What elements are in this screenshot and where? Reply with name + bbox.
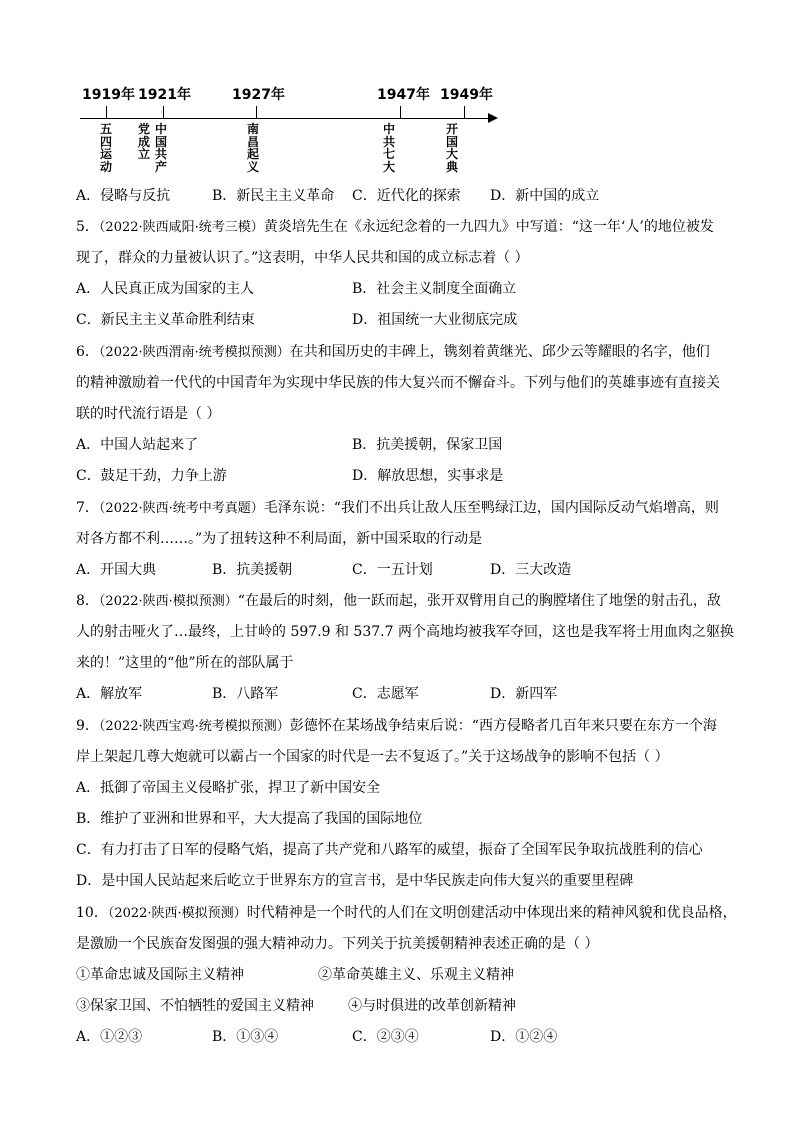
option-c: C．一五计划 — [352, 562, 433, 578]
timeline-tick — [106, 106, 107, 118]
question-number: 6． — [76, 344, 99, 360]
question-stem-line: 现了，群众的力量被认识了。”这表明，中华人民共和国的成立标志着（ ） — [76, 250, 529, 266]
question-stem-line: 来的！”这里的“他”所在的部队属于 — [76, 655, 294, 671]
timeline-year: 1949年 — [440, 87, 493, 103]
option-d: D．祖国统一大业彻底完成 — [352, 312, 518, 328]
timeline-event: 党成立 — [138, 122, 151, 161]
statement-item: ④与时俱进的改革创新精神 — [348, 998, 516, 1014]
timeline-year: 1919年 — [82, 87, 135, 103]
question-source: （2022·陕西·统考中考真题） — [98, 501, 264, 516]
question-stem-line: 的精神激励着一代代的中国青年为实现中华民族的伟大复兴而不懈奋斗。下列与他们的英雄事迹有直接关 — [76, 375, 720, 391]
timeline-event: 中国共产 — [155, 122, 168, 174]
question-text: 在共和国历史的丰碑上，镌刻着黄继光、邱少云等耀眼的名字，他们 — [289, 344, 710, 360]
question-stem-line — [76, 903, 737, 924]
option-d: D．三大改造 — [490, 562, 572, 578]
timeline-year: 1947年 — [377, 87, 430, 103]
question-number: 10． — [76, 905, 108, 921]
question-number: 9． — [76, 718, 99, 734]
statement-item: ③保家卫国、不怕牺牲的爱国主义精神 — [76, 998, 314, 1014]
timeline-axis — [80, 118, 492, 119]
question-stem-line: 岸上架起几尊大炮就可以霸占一个国家的时代是一去不复返了。”关于这场战争的影响不包括（ ） — [76, 749, 669, 765]
timeline-event: 中共七大 — [383, 122, 396, 174]
question-stem-line — [76, 716, 717, 737]
option-a: A．抵御了帝国主义侵略扩张，捍卫了新中国安全 — [76, 780, 381, 796]
timeline-event: 五四运动 — [100, 122, 113, 174]
option-b: B．①③④ — [212, 1029, 279, 1045]
statement-item: ①革命忠诚及国际主义精神 — [76, 967, 244, 983]
option-d: D．新中国的成立 — [490, 188, 600, 204]
question-number: 7． — [76, 500, 99, 516]
timeline-tick — [464, 106, 465, 118]
question-text: 黄炎培先生在《永远纪念着的一九四九》中写道：“这一年‘人’的地位被发 — [263, 219, 714, 235]
option-d: D．解放思想，实事求是 — [352, 468, 504, 484]
option-a: A．解放军 — [76, 686, 143, 702]
timeline-tick — [256, 106, 257, 118]
option-c: C．新民主主义革命胜利结束 — [76, 312, 255, 328]
option-d: D．新四军 — [490, 686, 558, 702]
question-number: 8． — [76, 593, 99, 609]
timeline-event: 南昌起义 — [247, 122, 260, 174]
option-b: B．社会主义制度全面确立 — [352, 281, 517, 297]
timeline-arrowhead — [488, 113, 498, 123]
option-a: A．开国大典 — [76, 562, 157, 578]
question-source: （2022·陕西·模拟预测） — [107, 906, 247, 921]
option-b: B．八路军 — [212, 686, 279, 702]
option-c: C．有力打击了日军的侵略气焰，提高了共产党和八路军的威望，振奋了全国军民争取抗战胜利的信心 — [76, 842, 703, 858]
option-c: C．鼓足干劲，力争上游 — [76, 468, 227, 484]
question-stem-line — [76, 342, 710, 363]
question-source: （2022·陕西宝鸡·统考模拟预测） — [98, 719, 290, 734]
timeline-tick — [163, 106, 164, 118]
timeline-tick — [400, 106, 401, 118]
option-b: B．新民主主义革命 — [212, 188, 335, 204]
question-source: （2022·陕西·模拟预测） — [98, 594, 238, 609]
timeline-year: 1927年 — [232, 87, 285, 103]
option-b: B．维护了亚洲和世界和平，大大提高了我国的国际地位 — [76, 811, 423, 827]
option-d: D．①②④ — [490, 1029, 558, 1045]
question-text: 毛泽东说：“我们不出兵让敌人压至鸭绿江边，国内国际反动气焰增高，则 — [263, 500, 719, 516]
question-source: （2022·陕西渭南·统考模拟预测） — [98, 345, 290, 360]
option-a: A．中国人站起来了 — [76, 437, 199, 453]
option-c: C．近代化的探索 — [352, 188, 461, 204]
option-b: B．抗美援朝 — [212, 562, 293, 578]
question-source: （2022·陕西咸阳·统考三模） — [98, 220, 264, 235]
question-stem-line: 人的射击哑火了…最终，上甘岭的 597.9 和 537.7 两个高地均被我军夺回，这也是我军将士用血肉之躯换 — [76, 624, 734, 640]
question-text: 时代精神是一个时代的人们在文明创建活动中体现出来的精神风貌和优良品格， — [246, 905, 737, 921]
statement-item: ②革命英雄主义、乐观主义精神 — [318, 967, 514, 983]
option-c: C．志愿军 — [352, 686, 419, 702]
option-a: A．①②③ — [76, 1029, 143, 1045]
timeline-diagram — [70, 78, 510, 178]
timeline-year: 1921年 — [138, 87, 191, 103]
option-c: C．②③④ — [352, 1029, 419, 1045]
question-stem-line — [76, 591, 721, 612]
question-text: 彭德怀在某场战争结束后说：“西方侵略者几百年来只要在东方一个海 — [289, 718, 717, 734]
question-stem-line — [76, 498, 719, 519]
option-d: D．是中国人民站起来后屹立于世界东方的宣言书，是中华民族走向伟大复兴的重要里程碑 — [76, 873, 634, 889]
question-number: 5． — [76, 219, 99, 235]
timeline-event: 开国大典 — [446, 122, 459, 174]
option-a: A．侵略与反抗 — [76, 188, 171, 204]
question-stem-line: 联的时代流行语是（ ） — [76, 406, 221, 422]
question-stem-line: 对各方都不利……。”为了扭转这种不利局面，新中国采取的行动是 — [76, 531, 483, 547]
question-text: “在最后的时刻，他一跃而起，张开双臂用自己的胸膛堵住了地堡的射击孔，敌 — [237, 593, 721, 609]
question-stem-line: 是激励一个民族奋发图强的强大精神动力。下列关于抗美援朝精神表述正确的是（ ） — [76, 936, 599, 952]
option-a: A．人民真正成为国家的主人 — [76, 281, 255, 297]
question-stem-line — [76, 217, 714, 238]
option-b: B．抗美援朝，保家卫国 — [352, 437, 503, 453]
